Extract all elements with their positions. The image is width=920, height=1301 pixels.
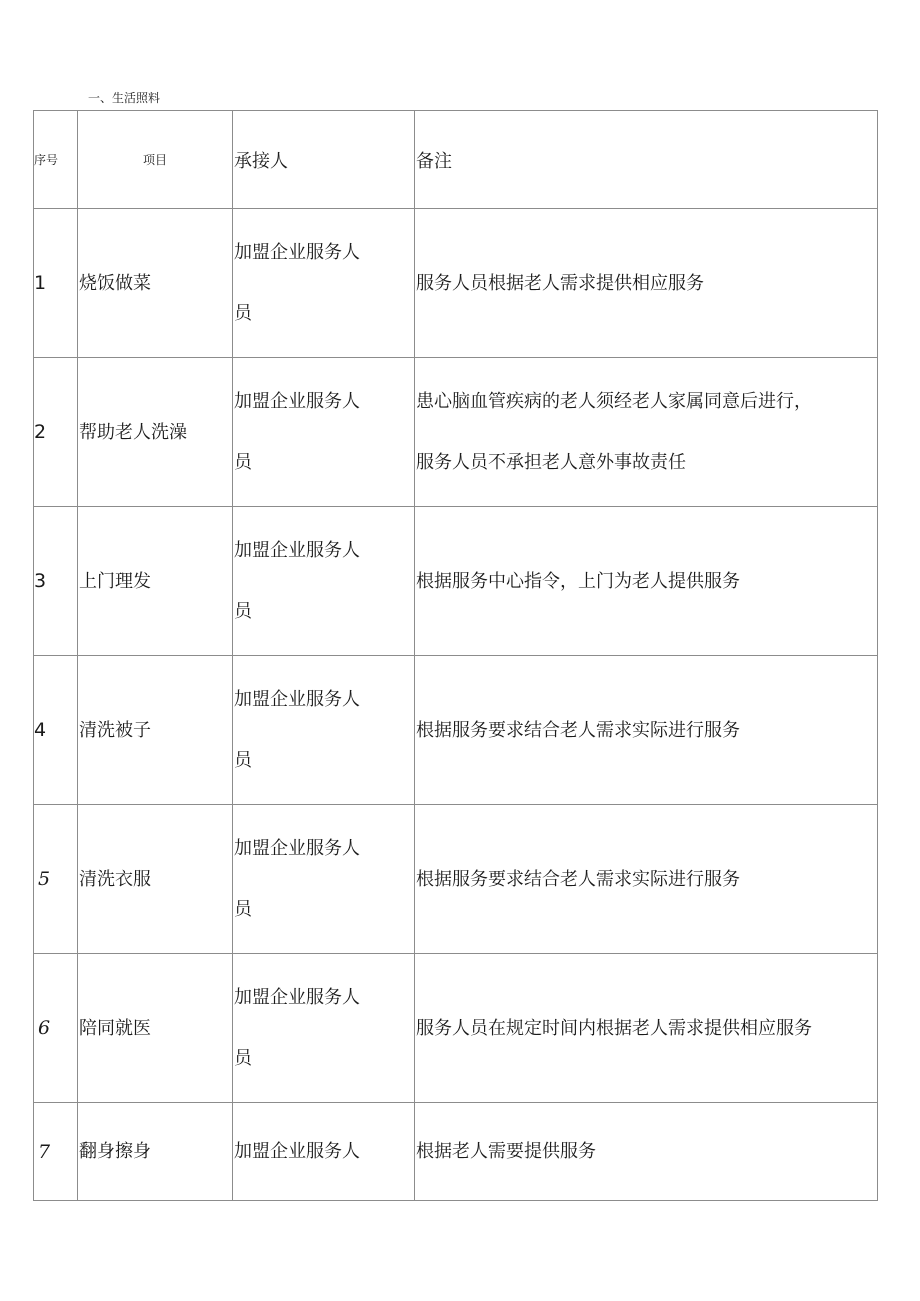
row-number: 2 xyxy=(34,358,78,507)
row-note: 根据服务要求结合老人需求实际进行服务 xyxy=(415,805,878,954)
table-row xyxy=(34,656,878,805)
row-number: 5 xyxy=(34,805,78,954)
row-owner xyxy=(233,209,415,358)
header-owner: 承接人 xyxy=(233,111,415,209)
row-owner xyxy=(233,1103,415,1201)
note-text: 服务人员在规定时间内根据老人需求提供相应服务 xyxy=(416,1017,812,1039)
owner-line-2: 员 xyxy=(234,750,252,771)
owner-line-1: 加盟企业服务人 xyxy=(234,689,360,710)
row-note: 根据老人需要提供服务 xyxy=(415,1103,878,1201)
note-text: 患心脑血管疾病的老人须经老人家属同意后进行，服务人员不承担老人意外事故责任 xyxy=(416,391,812,473)
row-item: 帮助老人洗澡 xyxy=(78,358,233,507)
owner-line-1: 加盟企业服务人 xyxy=(234,242,360,263)
row-number: 1 xyxy=(34,209,78,358)
owner-line-1: 加盟企业服务人 xyxy=(234,838,360,859)
owner-line-2: 员 xyxy=(234,452,252,473)
row-note: 根据服务要求结合老人需求实际进行服务 xyxy=(415,656,878,805)
table-row xyxy=(34,358,878,507)
row-number: 7 xyxy=(34,1103,78,1201)
row-owner xyxy=(233,954,415,1103)
row-item: 清洗被子 xyxy=(78,656,233,805)
owner-line-1: 加盟企业服务人 xyxy=(234,540,360,561)
owner-line-1: 加盟企业服务人 xyxy=(234,391,360,412)
row-note: 服务人员根据老人需求提供相应服务 xyxy=(415,209,878,358)
owner-line-2: 员 xyxy=(234,1048,252,1069)
row-note xyxy=(415,954,878,1103)
owner-line-1: 加盟企业服务人 xyxy=(234,987,360,1008)
row-note xyxy=(415,358,878,507)
row-owner xyxy=(233,656,415,805)
owner-line-2: 员 xyxy=(234,899,252,920)
table-header-row xyxy=(34,111,878,209)
row-item: 清洗衣服 xyxy=(78,805,233,954)
table-row xyxy=(34,1103,878,1201)
row-item: 翻身擦身 xyxy=(78,1103,233,1201)
row-number: 6 xyxy=(34,954,78,1103)
table-row xyxy=(34,805,878,954)
header-item: 项目 xyxy=(78,111,233,209)
table-row xyxy=(34,507,878,656)
service-table xyxy=(33,110,878,1201)
header-no: 序号 xyxy=(34,111,78,209)
table-row xyxy=(34,954,878,1103)
row-number: 3 xyxy=(34,507,78,656)
row-owner xyxy=(233,507,415,656)
row-item: 陪同就医 xyxy=(78,954,233,1103)
row-note: 根据服务中心指令，上门为老人提供服务 xyxy=(415,507,878,656)
row-item: 上门理发 xyxy=(78,507,233,656)
row-owner xyxy=(233,805,415,954)
section-title: 一、生活照料 xyxy=(88,91,161,105)
owner-line-2: 员 xyxy=(234,303,252,324)
row-item: 烧饭做菜 xyxy=(78,209,233,358)
row-owner xyxy=(233,358,415,507)
table-row xyxy=(34,209,878,358)
owner-line-1: 加盟企业服务人 xyxy=(234,1141,360,1162)
header-note: 备注 xyxy=(415,111,878,209)
owner-line-2: 员 xyxy=(234,601,252,622)
row-number: 4 xyxy=(34,656,78,805)
